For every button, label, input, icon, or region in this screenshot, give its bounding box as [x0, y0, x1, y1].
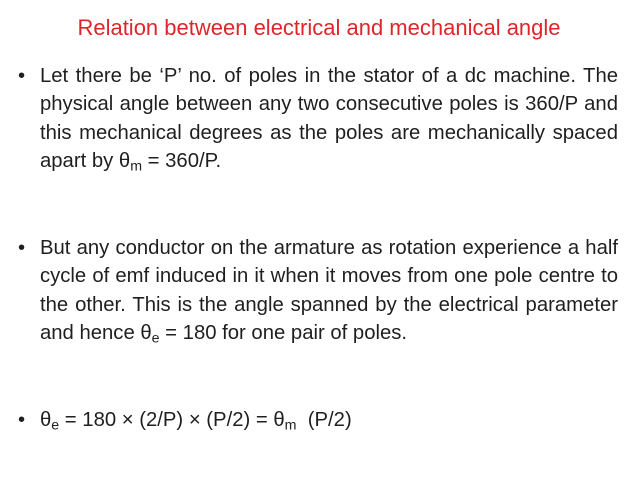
subscript-e: e [51, 417, 60, 434]
bullet-text [40, 234, 618, 348]
bullet-item-conductor [18, 234, 618, 348]
bullet-item-poles [18, 62, 618, 176]
bullet-text-part: = 180 × (2/P) × (P/2) = θ [59, 409, 285, 431]
bullet-text-part: = 360/P. [142, 150, 222, 173]
subscript-e: e [151, 330, 160, 347]
slide-title: Relation between electrical and mechanical angle [77, 15, 561, 40]
bullet-text-part: = 180 for one pair of poles. [159, 322, 408, 345]
bullet-text [40, 62, 618, 176]
bullet-dot: • [18, 65, 26, 87]
subscript-m: m [284, 417, 297, 434]
bullet-text [40, 406, 618, 434]
bullet-item-formula [18, 406, 618, 434]
bullet-dot: • [18, 409, 26, 431]
bullet-text-part: θ [40, 409, 52, 431]
bullet-text-part: Let there be ‘P’ no. of poles in the stator of a dc machine. The physical angle between any two consecutive poles is 360/P and this mechanical degrees as the poles are mechanically spaced apart by θ [40, 65, 618, 173]
bullet-text-part: But any conductor on the armature as rotation experience a half cycle of emf induced in it when it moves from one pole centre to the other. This is the angle spanned by the electrical parameter and hence θ [40, 237, 618, 345]
bullet-text-part: (P/2) [296, 409, 352, 431]
bullet-dot: • [18, 237, 26, 259]
subscript-m: m [130, 158, 143, 175]
